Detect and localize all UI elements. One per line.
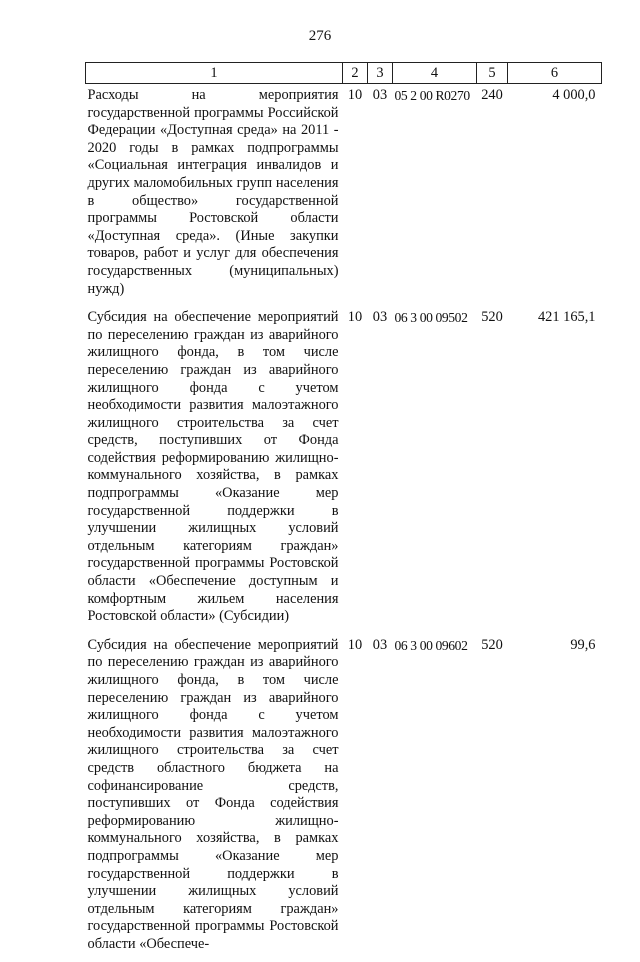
row-subsection: 03 xyxy=(372,636,388,653)
row-expense-type: 240 xyxy=(481,87,503,103)
row-description: Субсидия на обеспечение мероприятий по переселению граждан из аварийного жилищного фонда, в том числе переселению граждан из аварийного жилищного фонда с учетом необходимости развития малоэтажного жилищного строительства за счет средств, поступивших от Фонда содействия реформированию жилищно-коммунального хозяйства, в рамках подпрограммы «Оказание мер государственной поддержки в улучшении жилищных условий отдельным категориям граждан» государственной программы Ростовской области «Обеспечение доступным и комфортным жильем населения Ростовской области» (Субсидии) xyxy=(87,309,339,625)
row-target-code: 05 2 00 R0270 xyxy=(394,88,470,103)
row-description: Расходы на мероприятия государственной программы Российской Федерации «Доступная среда» на 2011 - 2020 годы в рамках подпрограммы «Социальная интеграция инвалидов и других маломобильных групп населения в общество» государственной программы Ростовской области «Доступная среда». (Иные закупки товаров, работ и услуг для обеспечения государственных (муниципальных) нужд) xyxy=(87,87,339,297)
header-col-1: 1 xyxy=(86,63,343,84)
header-col-3: 3 xyxy=(368,63,393,84)
header-col-2: 2 xyxy=(343,63,368,84)
row-expense-type: 520 xyxy=(481,309,503,326)
row-target-code: 06 3 00 09502 xyxy=(394,310,468,326)
row-description: Субсидия на обеспечение мероприятий по переселению граждан из аварийного жилищного фонда, в том числе переселению граждан из аварийного жилищного фонда с учетом необходимости развития малоэтажного жилищного строительства за счет средств областного бюджета на софинансирование средств, поступивших от Фонда содействия реформированию жилищно-коммунального хозяйства, в рамках подпрограммы «Оказание мер государственной поддержки в улучшении жилищных условий отдельным категориям граждан» государственной программы Ростовской области «Обеспече- xyxy=(87,636,339,952)
table-row xyxy=(86,634,602,962)
row-amount: 4 000,0 xyxy=(552,87,596,103)
row-section: 10 xyxy=(347,636,363,653)
row-amount: 421 165,1 xyxy=(537,309,596,326)
row-amount: 99,6 xyxy=(570,636,596,653)
row-target-code: 06 3 00 09602 xyxy=(394,637,468,653)
header-col-6: 6 xyxy=(508,63,602,84)
row-subsection: 03 xyxy=(372,87,388,103)
row-section: 10 xyxy=(347,309,363,326)
table-header-row xyxy=(86,63,602,84)
budget-table xyxy=(85,62,602,962)
row-subsection: 03 xyxy=(372,309,388,326)
row-section: 10 xyxy=(347,87,363,103)
page-number: 276 xyxy=(308,28,332,44)
header-col-4: 4 xyxy=(393,63,477,84)
row-expense-type: 520 xyxy=(481,636,503,653)
table-row xyxy=(86,306,602,634)
table-row xyxy=(86,84,602,307)
header-col-5: 5 xyxy=(477,63,508,84)
